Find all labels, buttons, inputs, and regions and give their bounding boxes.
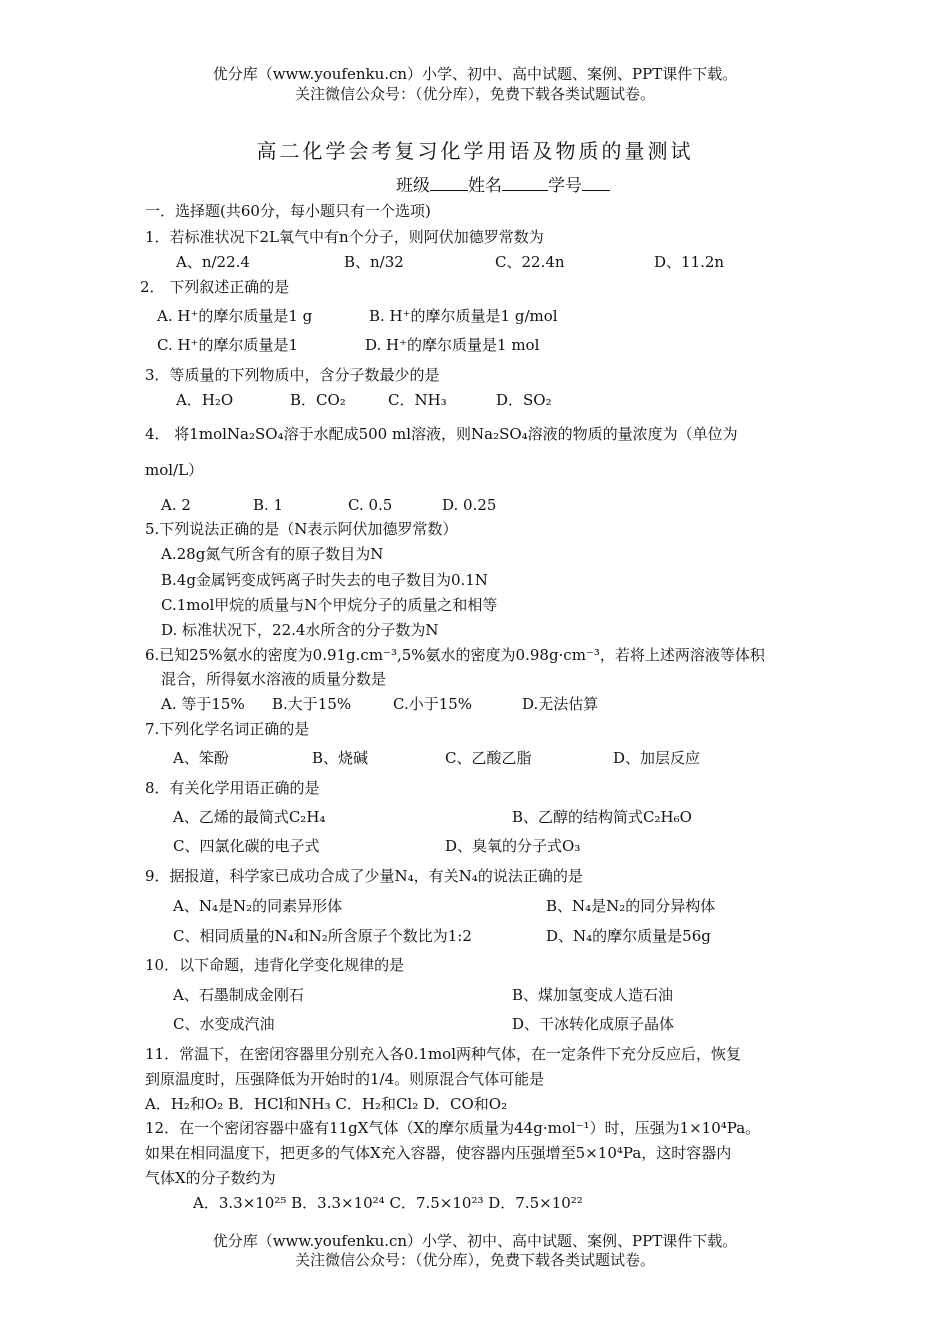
q9-stem: 9．据报道，科学家已成功合成了少量N₄，有关N₄的说法正确的是 xyxy=(145,867,583,885)
footer-line-1: 优分库（www.youfenku.cn）小学、初中、高中试题、案例、PPT课件下载。 xyxy=(212,1232,738,1250)
q4-stem-line-1: 4． 将1molNa₂SO₄溶于水配成500 ml溶液，则Na₂SO₄溶液的物质的量浓度为（单位为 xyxy=(145,425,738,443)
q11-options: A．H₂和O₂ B．HCl和NH₃ C．H₂和Cl₂ D．CO和O₂ xyxy=(145,1095,508,1113)
q1-option-d: D、11.2n xyxy=(654,253,725,271)
q12-stem-line-2: 如果在相同温度下，把更多的气体X充入容器，使容器内压强增至5×10⁴Pa，这时容器内 xyxy=(145,1144,732,1162)
q10-option-a: A、石墨制成金刚石 xyxy=(173,986,304,1004)
q5-option-b: B.4g金属钙变成钙离子时失去的电子数目为0.1N xyxy=(161,571,488,589)
q8-stem: 8．有关化学用语正确的是 xyxy=(145,779,320,797)
q5-option-d: D. 标准状况下，22.4水所含的分子数为N xyxy=(161,621,439,639)
q3-option-d: D．SO₂ xyxy=(496,391,552,409)
q7-stem: 7.下列化学名词正确的是 xyxy=(145,720,310,738)
q8-option-d: D、臭氧的分子式O₃ xyxy=(445,837,581,855)
q5-stem: 5.下列说法正确的是（N表示阿伏加德罗常数） xyxy=(145,520,458,538)
q10-option-d: D、干冰转化成原子晶体 xyxy=(512,1015,675,1033)
q6-option-a: A. 等于15% xyxy=(161,695,245,713)
footer-line-2: 关注微信公众号：（优分库），免费下载各类试题试卷。 xyxy=(294,1251,655,1269)
q6-stem-line-2: 混合，所得氨水溶液的质量分数是 xyxy=(161,670,387,688)
q9-option-b: B、N₄是N₂的同分异构体 xyxy=(546,897,716,915)
q4-option-d: D. 0.25 xyxy=(442,496,497,514)
q3-option-a: A．H₂O xyxy=(176,391,234,409)
q6-stem-line-1: 6.已知25%氨水的密度为0.91g.cm⁻³,5%氨水的密度为0.98g·cm⁻³，若将上述两溶液等体积 xyxy=(145,646,765,664)
q11-stem-line-2: 到原温度时，压强降低为开始时的1/4。则原混合气体可能是 xyxy=(145,1070,545,1088)
q2-stem: 2． 下列叙述正确的是 xyxy=(140,278,290,296)
q5-option-a: A.28g氮气所含有的原子数目为N xyxy=(161,545,384,563)
q4-stem-line-2: mol/L） xyxy=(145,461,204,479)
id-label: 学号 xyxy=(548,176,582,196)
q7-option-c: C、乙酸乙脂 xyxy=(445,749,532,767)
q10-option-b: B、煤加氢变成人造石油 xyxy=(512,986,674,1004)
q7-option-d: D、加层反应 xyxy=(613,749,701,767)
q2-option-c: C. H⁺的摩尔质量是1 xyxy=(157,336,299,354)
q12-stem-line-1: 12．在一个密闭容器中盛有11gX气体（X的摩尔质量为44g·mol⁻¹）时，压强为1×10⁴Pa。 xyxy=(145,1119,761,1137)
q8-option-a: A、乙烯的最简式C₂H₄ xyxy=(173,808,326,826)
q12-options: A．3.3×10²⁵ B．3.3×10²⁴ C．7.5×10²³ D．7.5×10²² xyxy=(193,1194,583,1212)
header-line-1: 优分库（www.youfenku.cn）小学、初中、高中试题、案例、PPT课件下载。 xyxy=(212,65,738,83)
q3-option-c: C．NH₃ xyxy=(388,391,447,409)
q12-stem-line-3: 气体X的分子数约为 xyxy=(145,1169,276,1187)
name-label: 姓名 xyxy=(468,176,502,196)
q1-option-b: B、n/32 xyxy=(344,253,404,271)
student-info xyxy=(396,176,610,197)
id-blank[interactable] xyxy=(582,176,610,191)
q2-option-d: D. H⁺的摩尔质量是1 mol xyxy=(365,336,540,354)
name-blank[interactable] xyxy=(502,176,548,191)
q6-option-c: C.小于15% xyxy=(393,695,473,713)
q10-stem: 10．以下命题，违背化学变化规律的是 xyxy=(145,956,405,974)
q3-stem: 3．等质量的下列物质中，含分子数最少的是 xyxy=(145,366,440,384)
q9-option-a: A、N₄是N₂的同素异形体 xyxy=(173,897,343,915)
class-label: 班级 xyxy=(396,176,430,196)
class-blank[interactable] xyxy=(430,176,468,191)
q8-option-b: B、乙醇的结构简式C₂H₆O xyxy=(512,808,692,826)
section-heading: 一．选择题(共60分，每小题只有一个选项) xyxy=(145,202,431,220)
q7-option-a: A、笨酚 xyxy=(173,749,229,767)
q11-stem-line-1: 11．常温下，在密闭容器里分别充入各0.1mol两种气体，在一定条件下充分反应后，恢复 xyxy=(145,1045,741,1063)
q2-option-a: A. H⁺的摩尔质量是1 g xyxy=(157,307,313,325)
q1-stem: 1．若标准状况下2L氧气中有n个分子，则阿伏加德罗常数为 xyxy=(145,228,544,246)
q9-option-d: D、N₄的摩尔质量是56g xyxy=(546,927,711,945)
q10-option-c: C、水变成汽油 xyxy=(173,1015,275,1033)
q1-option-a: A、n/22.4 xyxy=(176,253,250,271)
q9-option-c: C、相同质量的N₄和N₂所含原子个数比为1:2 xyxy=(173,927,472,945)
q1-option-c: C、22.4n xyxy=(495,253,565,271)
q2-option-b: B. H⁺的摩尔质量是1 g/mol xyxy=(369,307,558,325)
q4-option-b: B. 1 xyxy=(253,496,284,514)
q8-option-c: C、四氯化碳的电子式 xyxy=(173,837,320,855)
q6-option-b: B.大于15% xyxy=(272,695,352,713)
q7-option-b: B、烧碱 xyxy=(312,749,369,767)
q4-option-a: A. 2 xyxy=(161,496,191,514)
q6-option-d: D.无法估算 xyxy=(522,695,599,713)
q3-option-b: B．CO₂ xyxy=(290,391,346,409)
q4-option-c: C. 0.5 xyxy=(348,496,393,514)
q5-option-c: C.1mol甲烷的质量与N个甲烷分子的质量之和相等 xyxy=(161,596,498,614)
page-title: 高二化学会考复习化学用语及物质的量测试 xyxy=(256,139,694,163)
header-line-2: 关注微信公众号：（优分库），免费下载各类试题试卷。 xyxy=(294,85,655,103)
